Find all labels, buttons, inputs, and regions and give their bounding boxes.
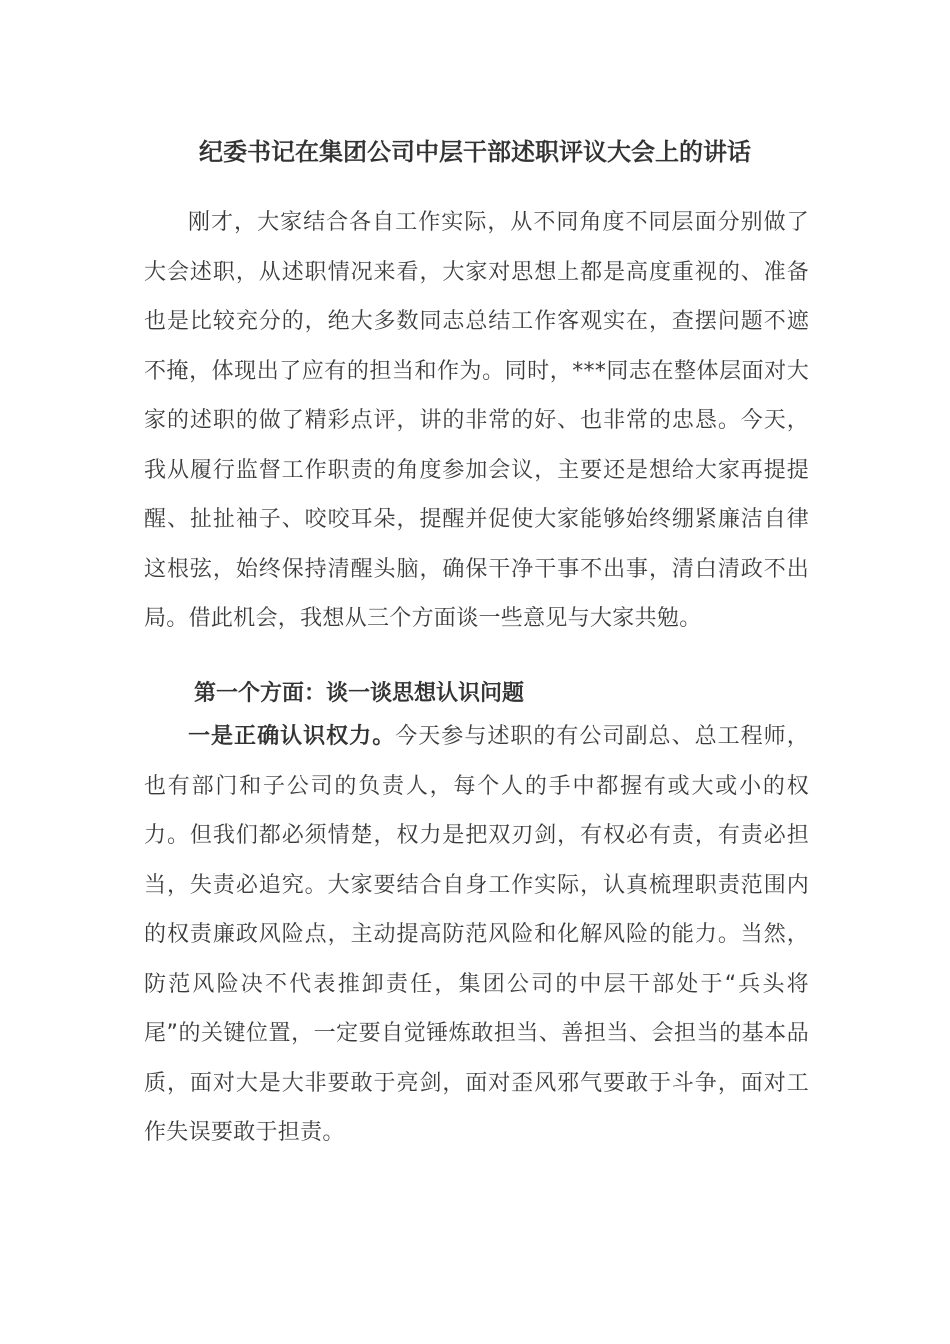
intro-paragraph: 刚才，大家结合各自工作实际，从不同角度不同层面分别做了大会述职，从述职情况来看，大家对思想上都是高度重视的、准备也是比较充分的，绝大多数同志总结工作客观实在，查摆问题不遮不掩，体现出了应有的担当和作为。同时，***同志在整体层面对大家的述职的做了精彩点评，讲的非常的好、也非常的忠恳。今天，我从履行监督工作职责的角度参加会议，主要还是想给大家再提提醒、扯扯袖子、咬咬耳朵，提醒并促使大家能够始终绷紧廉洁自律这根弦，始终保持清醒头脑，确保干净干事不出事，清白清政不出局。借此机会，我想从三个方面谈一些意见与大家共勉。	[144, 210, 809, 631]
section-heading: 第一个方面：谈一谈思想认识问题	[194, 681, 525, 706]
point-one-paragraph	[144, 712, 809, 1158]
point-one-lead: 一是正确认识权力。	[188, 724, 396, 749]
point-one-body: 今天参与述职的有公司副总、总工程师，也有部门和子公司的负责人，每个人的手中都握有或大或小的权力。但我们都必须情楚，权力是把双刃剑，有权必有责，有责必担当，失责必追究。大家要结合自身工作实际，认真梳理职责范围内的权责廉政风险点，主动提高防范风险和化解风险的能力。当然，防范风险决不代表推卸责任，集团公司的中层干部处于“兵头将尾”的关键位置，一定要自觉锤炼敢担当、善担当、会担当的基本品质，面对大是大非要敢于亮剑，面对歪风邪气要敢于斗争，面对工作失误要敢于担责。	[144, 724, 810, 1145]
document-title: 纪委书记在集团公司中层干部述职评议大会上的讲话	[199, 138, 751, 166]
